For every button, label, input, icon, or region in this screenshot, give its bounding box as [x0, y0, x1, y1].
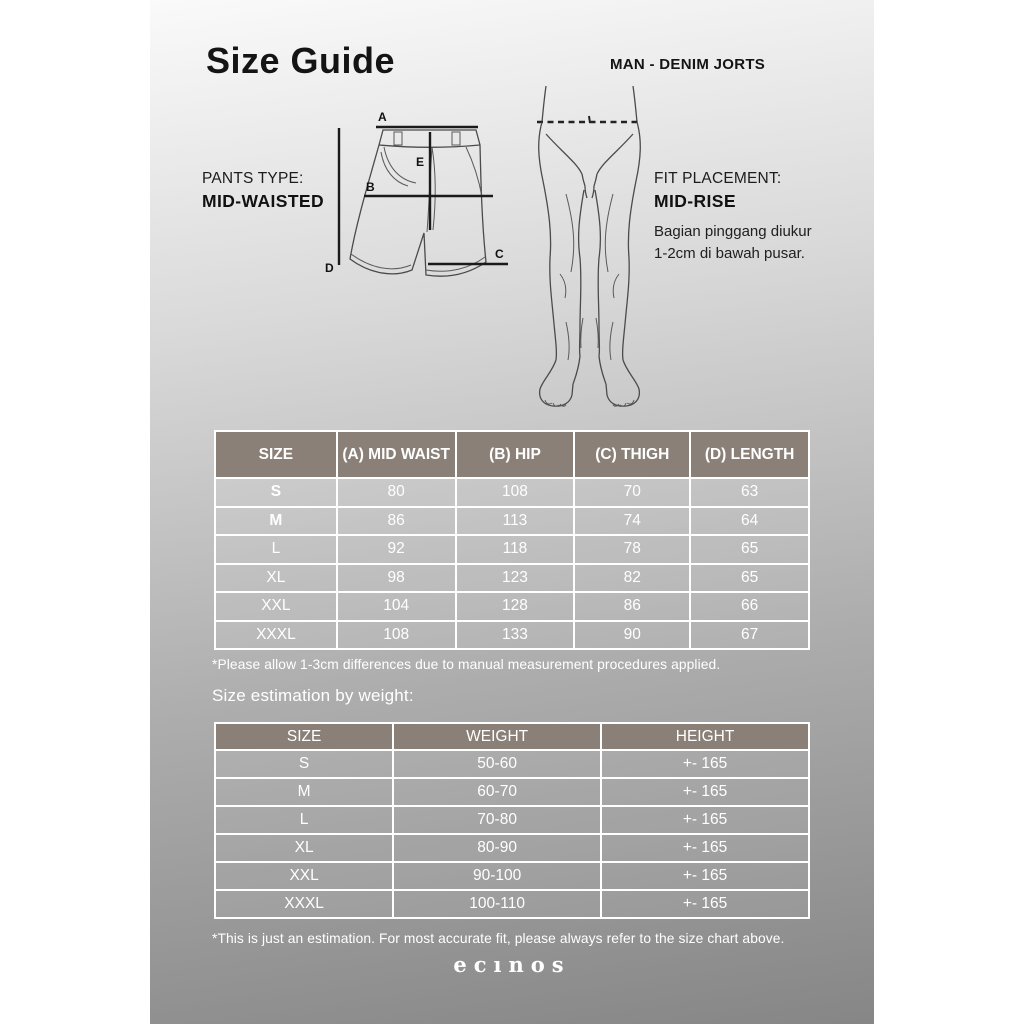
table-cell: 70-80	[393, 806, 601, 834]
measure-label-e: E	[416, 155, 425, 169]
pants-type-value: MID-WAISTED	[202, 191, 325, 211]
table-cell: 70	[574, 478, 690, 507]
table-cell: 86	[574, 592, 690, 621]
table-row	[215, 862, 809, 890]
table-cell: 92	[337, 535, 456, 564]
table-cell: S	[215, 478, 337, 507]
table-cell: 80-90	[393, 834, 601, 862]
size-guide-page	[150, 0, 874, 1024]
table-row	[215, 778, 809, 806]
shorts-silhouette	[350, 130, 486, 276]
shorts-diagram	[318, 102, 518, 302]
waist-center-tick	[589, 116, 590, 123]
shorts-drawing-svg	[318, 102, 518, 302]
measure-label-b: B	[366, 180, 375, 194]
size-table	[214, 430, 810, 650]
table-cell: 63	[690, 478, 809, 507]
table-cell: 66	[690, 592, 809, 621]
table-cell: +- 165	[601, 862, 809, 890]
table-cell: 128	[456, 592, 575, 621]
table-cell: M	[215, 778, 393, 806]
table-cell: XL	[215, 834, 393, 862]
thigh-muscle-right	[605, 194, 619, 298]
legs-figure	[536, 86, 643, 420]
table-cell: +- 165	[601, 834, 809, 862]
fit-placement-value: MID-RISE	[654, 191, 736, 211]
hem-stitch-left	[351, 254, 411, 269]
size-table-header-row	[215, 431, 809, 478]
table-cell: L	[215, 806, 393, 834]
table-cell: 90-100	[393, 862, 601, 890]
table-cell: XXXL	[215, 890, 393, 918]
table-row	[215, 621, 809, 650]
foot-right	[599, 356, 639, 406]
table-cell: XXL	[215, 862, 393, 890]
table-row	[215, 592, 809, 621]
size-table-header: (B) HIP	[456, 431, 575, 478]
category-label: MAN - DENIM JORTS	[610, 56, 766, 73]
table-cell: 50-60	[393, 750, 601, 778]
leg-outer-right	[623, 122, 641, 360]
fit-placement-block	[654, 170, 854, 265]
table-cell: 60-70	[393, 778, 601, 806]
leg-outer-left	[539, 122, 557, 360]
table-cell: +- 165	[601, 778, 809, 806]
table-row	[215, 478, 809, 507]
table-cell: XL	[215, 564, 337, 593]
weight-table-header-row	[215, 723, 809, 750]
weight-table-header: HEIGHT	[601, 723, 809, 750]
table-cell: +- 165	[601, 806, 809, 834]
table-row	[215, 806, 809, 834]
table-cell: 65	[690, 535, 809, 564]
belt-loop-right	[452, 132, 460, 145]
table-row	[215, 535, 809, 564]
size-table-header: SIZE	[215, 431, 337, 478]
table-cell: 65	[690, 564, 809, 593]
table-cell: 98	[337, 564, 456, 593]
table-cell: 118	[456, 535, 575, 564]
table-cell: 113	[456, 507, 575, 536]
weight-section-heading: Size estimation by weight:	[212, 686, 414, 705]
brand-logo: ecınos	[453, 952, 571, 977]
weight-table	[214, 722, 810, 919]
weight-table-header: WEIGHT	[393, 723, 601, 750]
table-cell: 67	[690, 621, 809, 650]
table-cell: 90	[574, 621, 690, 650]
measure-label-a: A	[378, 110, 387, 124]
groin-shape	[582, 174, 597, 198]
table-cell: 100-110	[393, 890, 601, 918]
table-cell: 108	[337, 621, 456, 650]
table-cell: 64	[690, 507, 809, 536]
table-cell: 133	[456, 621, 575, 650]
table-cell: L	[215, 535, 337, 564]
pants-type-label: PANTS TYPE:	[202, 170, 304, 187]
measure-label-c: C	[495, 247, 504, 261]
table-cell: 108	[456, 478, 575, 507]
table-cell: XXL	[215, 592, 337, 621]
pants-type-block	[202, 170, 324, 212]
table-row	[215, 750, 809, 778]
table-cell: +- 165	[601, 750, 809, 778]
legs-drawing-svg	[536, 86, 643, 420]
pocket-left	[381, 147, 416, 186]
table-cell: 104	[337, 592, 456, 621]
table-cell: S	[215, 750, 393, 778]
thigh-muscle-left	[560, 194, 574, 298]
size-table-header: (D) LENGTH	[690, 431, 809, 478]
table-row	[215, 890, 809, 918]
measure-label-d: D	[325, 261, 334, 275]
belt-loop-left	[394, 132, 402, 145]
hip-crease-right	[597, 134, 633, 174]
table-cell: 86	[337, 507, 456, 536]
table-cell: M	[215, 507, 337, 536]
table-cell: +- 165	[601, 890, 809, 918]
table-row	[215, 564, 809, 593]
table-cell: 78	[574, 535, 690, 564]
table-cell: 80	[337, 478, 456, 507]
size-table-header: (A) MID WAIST	[337, 431, 456, 478]
table-cell: 123	[456, 564, 575, 593]
weight-table-header: SIZE	[215, 723, 393, 750]
size-table-header: (C) THIGH	[574, 431, 690, 478]
table-cell: XXXL	[215, 621, 337, 650]
fit-placement-description: Bagian pinggang diukur 1-2cm di bawah pusar.	[654, 223, 812, 262]
weight-table-note: *This is just an estimation. For most accurate fit, please always refer to the size chart above.	[212, 931, 785, 946]
fit-placement-label: FIT PLACEMENT:	[654, 170, 782, 187]
page-title: Size Guide	[206, 40, 396, 81]
table-cell: 82	[574, 564, 690, 593]
table-row	[215, 834, 809, 862]
hip-crease-left	[546, 134, 582, 174]
size-table-note: *Please allow 1-3cm differences due to manual measurement procedures applied.	[212, 657, 721, 672]
foot-left	[540, 356, 580, 406]
table-row	[215, 507, 809, 536]
table-cell: 74	[574, 507, 690, 536]
